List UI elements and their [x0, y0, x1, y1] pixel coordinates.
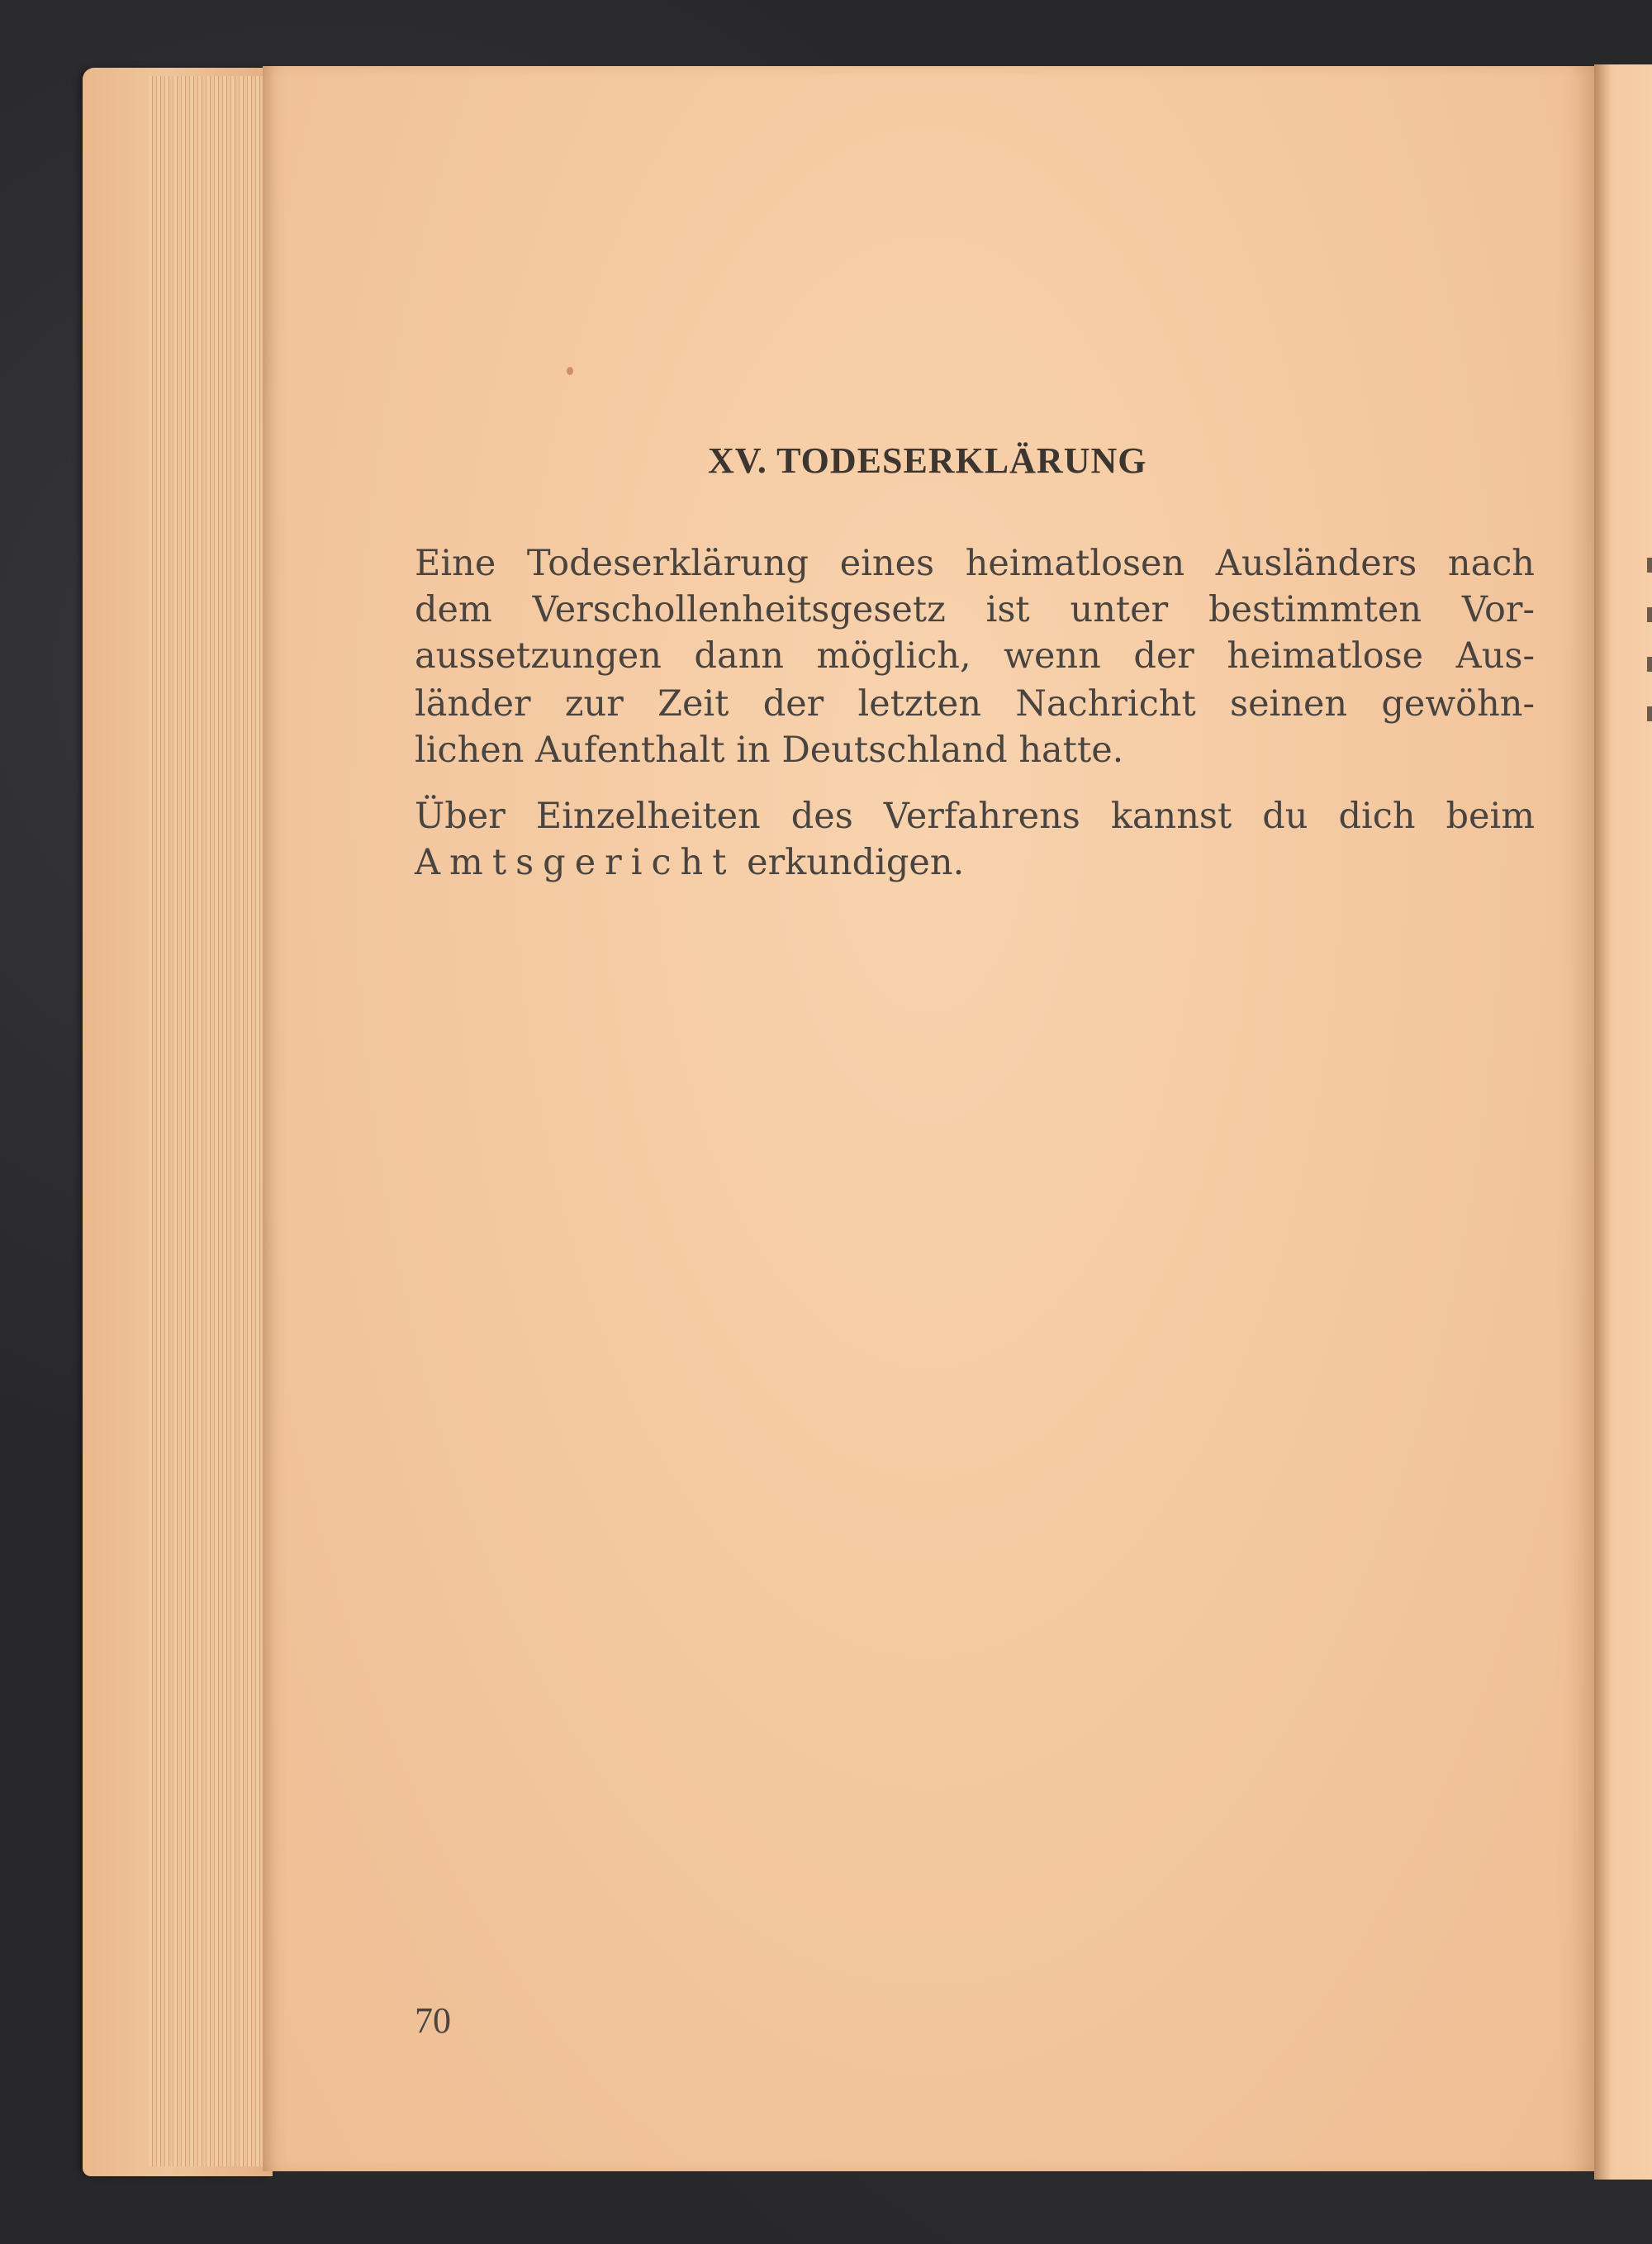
facing-page-text-fragment [1647, 706, 1652, 721]
paper-speck [567, 367, 573, 375]
facing-page-text-fragment [1647, 558, 1652, 573]
page-edges [149, 76, 273, 2166]
facing-page-edge [1594, 64, 1652, 2180]
paragraph-line: dem Verschollenheitsgesetz ist unter bestimmten Vor- [415, 589, 1535, 630]
paragraph-line: Eine Todeserklärung eines heimatlosen Ausländers nach [415, 543, 1535, 584]
chapter-heading: XV. TODESERKLÄRUNG [708, 440, 1147, 481]
paragraph-line [415, 839, 1535, 886]
page-number: 70 [415, 2000, 451, 2041]
paragraph-line: lichen Aufenthalt in Deutschland hatte. [415, 730, 1124, 771]
paragraph-line-rest: erkundigen. [735, 842, 965, 883]
facing-page-text-fragment [1647, 657, 1652, 672]
book-page [263, 66, 1594, 2171]
paragraph-line: aussetzungen dann möglich, wenn der heimatlose Aus- [415, 635, 1535, 677]
paragraph-line: länder zur Zeit der letzten Nachricht seinen gewöhn- [415, 683, 1535, 725]
facing-page-text-fragment [1647, 607, 1652, 622]
paragraph-line: Über Einzelheiten des Verfahrens kannst du dich beim [415, 796, 1535, 837]
emphasized-word: Amtsgericht [415, 842, 736, 883]
